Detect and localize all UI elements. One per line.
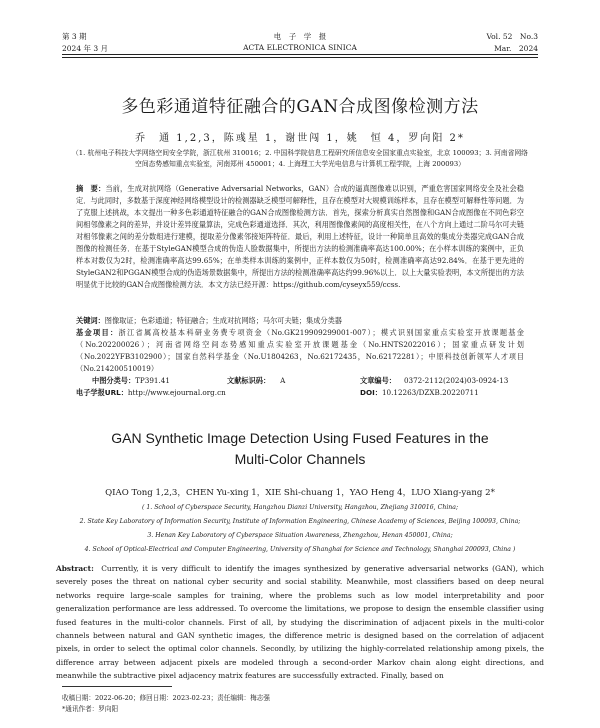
footnote-rule <box>62 686 172 687</box>
header-rule-top <box>62 54 538 55</box>
article-no-field <box>360 375 508 387</box>
en-affiliation-2: 2. State Key Laboratory of Information Security, Institute of Information Engineering, Chinese Academy of Sciences, Beijing 100093, China; <box>79 518 521 525</box>
cn-keywords-text: 图像取证；色彩通道；特征融合；生成对抗网络；马尔可夫链；集成分类器 <box>104 316 342 325</box>
doc-code-field <box>227 375 285 387</box>
cn-funding <box>76 327 524 375</box>
footnote-corresponding: *通讯作者：罗向阳 <box>62 705 119 713</box>
cn-keywords-label: 关键词： <box>76 316 105 325</box>
cn-authors: 乔 通 1,2,3，陈彧星 1，谢世闯 1，姚 恒 4，罗向阳 2* <box>135 133 465 144</box>
cn-funding-label: 基金项目： <box>76 328 119 337</box>
cn-abstract <box>76 183 524 291</box>
url-value[interactable]: http://www.ejournal.org.cn <box>127 388 226 397</box>
clc-field <box>92 375 170 387</box>
cn-keywords <box>76 315 524 327</box>
en-abstract-label: Abstract: <box>56 564 94 573</box>
article-no-label: 文章编号： <box>360 376 396 385</box>
url-label: 电子学报URL： <box>76 388 128 397</box>
en-affiliation-3: 3. Henan Key Laboratory of Cyberspace Situation Awareness, Zhengzhou, Henan 450001, China; <box>147 532 453 539</box>
doi-value[interactable]: 10.12263/DZXB.20220711 <box>381 388 479 397</box>
running-header-top <box>62 31 538 42</box>
cn-abstract-text: 当前，生成对抗网络（Generative Adversarial Networks，GAN）合成的逼真图像难以识别，严重危害国家网络安全及社会稳定．与此同时，多数基于深度神经网络模型设计的检测器缺乏模型可解释性，且存在模型对大规模训练样本，且存在模型可解释性等问题．为了克服上述挑战，本文提出一种多色彩通道特征融合的GAN合成图像检测方法．首先，探索分析真实自然图像和GAN合成图像在不同色彩空间相邻像素之间的差异，并设计差异度量算法，完成色彩通道选择．其次，利用图像像素间的高度相关性，在八个方向上通过二阶马尔可夫链对相邻像素之间的差分数组进行建模，提取差分像素邻接矩阵特征．最后，利用上述特征，设计一种简单且高效的集成分类器完成GAN合成图像的检测任务．在基于StyleGAN模型合成的伪造人脸数据集中，所提出方法的检测准确率高达100.00%；在小样本训练的案例中，正负样本对数仅为2时，检测准确率高达99.65%；在单类样本训练的案例中，正样本数仅为50时，检测准确率高达92.84%．在基于更先进的StyleGAN2和PGGAN模型合成的伪造场景数据集中，所提出方法的检测准确率高达约99.96%以上．以上大量实验表明，本文所提出的方法明显优于比较的GAN合成图像检测方法．本文方法已经开源：https://github.com/cyseyx559/ccss. <box>76 184 524 289</box>
date-en: Mar. 2024 <box>494 44 538 53</box>
doi-field <box>360 387 479 399</box>
en-abstract-text: Currently, it is very difficult to identify the images synthesized by generative adversarial networks (GAN), which severely poses the threat on national cyber security and social stability. Meanwhile, most classifiers based on deep neural networks require large-scale samples for training, where the problems such as low model interpretability and poor generalization performance are less addressed. To overcome the limitations, we propose to design the ensemble classifier using fused features in the multi-color channels. First of all, by studying the discrimination of adjacent pixels in the multi-color channels between natural and GAN synthetic images, the difference metric is designed based on the correlation of adjacent pixels, in order to select the optimal color channels. Secondly, by utilizing the highly-correlated relationship among pixels, the difference array between adjacent pixels are modeled through a second-order Markov chain along eight directions, and meanwhile the subtractive pixel adjacency matrix features are successfully extracted. Finally, based on <box>56 564 544 681</box>
en-abstract <box>56 562 544 683</box>
cn-affiliations: （1. 杭州电子科技大学网络空间安全学院，浙江杭州 310016；2. 中国科学院信息工程研究所信息安全国家重点实验室，北京 100093；3. 河南省网络空间态势感知重点实验室，河南郑州 450001；4. 上海理工大学光电信息与计算机工程学院，上海 200093） <box>72 149 528 168</box>
url-field <box>76 387 226 399</box>
en-title-line-2: Multi-Color Channels <box>234 451 366 467</box>
doc-code-value: A <box>280 376 286 385</box>
en-authors: QIAO Tong 1,2,3，CHEN Yu-xing 1，XIE Shi-chuang 1，YAO Heng 4，LUO Xiang-yang 2* <box>105 488 495 498</box>
issue-cn: 第 3 期 <box>62 32 87 41</box>
clc-value: TP391.41 <box>135 376 170 385</box>
running-header-bottom <box>62 43 538 54</box>
journal-cn: 电 子 学 报 <box>273 32 327 41</box>
doi-label: DOI： <box>360 388 382 397</box>
cn-title: 多色彩通道特征融合的GAN合成图像检测方法 <box>121 97 479 117</box>
journal-en: ACTA ELECTRONICA SINICA <box>243 43 357 52</box>
volume: Vol. 52 No.3 <box>486 32 538 41</box>
doc-code-label: 文献标识码： <box>227 376 271 385</box>
footnote-received: 收稿日期：2022-06-20；修回日期：2023-02-23；责任编辑：梅志强 <box>62 694 270 702</box>
cn-funding-text: 浙江省属高校基本科研业务费专项资金（No.GK219909299001-007）；模式识别国家重点实验室开放课题基金（No.202200026）；河南省网络空间态势感知重点实验室开放课题基金（No.HNTS2022016）；国家重点研发计划（No.2022YFB3102900）；国家自然科学基金（No.U1804263，No.62172435，No.62172281）；中原科技创新领军人才项目（No.214200510019） <box>76 328 524 373</box>
header-rule-bottom <box>62 57 538 58</box>
en-title-line-1: GAN Synthetic Image Detection Using Fused Features in the <box>111 430 489 446</box>
clc-label: 中图分类号： <box>92 376 136 385</box>
en-title <box>0 428 600 470</box>
en-affiliation-1: ( 1. School of Cyberspace Security, Hangzhou Dianzi University, Hangzhou, Zhejiang 310016, China; <box>141 504 459 511</box>
cn-abstract-label: 摘 要： <box>76 184 106 193</box>
en-affiliation-4: 4. School of Optical-Electrical and Computer Engineering, University of Shanghai for Science and Technology, Shanghai 200093, China ) <box>84 546 516 553</box>
date-cn: 2024 年 3 月 <box>62 44 109 53</box>
article-no-value: 0372-2112(2024)03-0924-13 <box>403 376 509 385</box>
